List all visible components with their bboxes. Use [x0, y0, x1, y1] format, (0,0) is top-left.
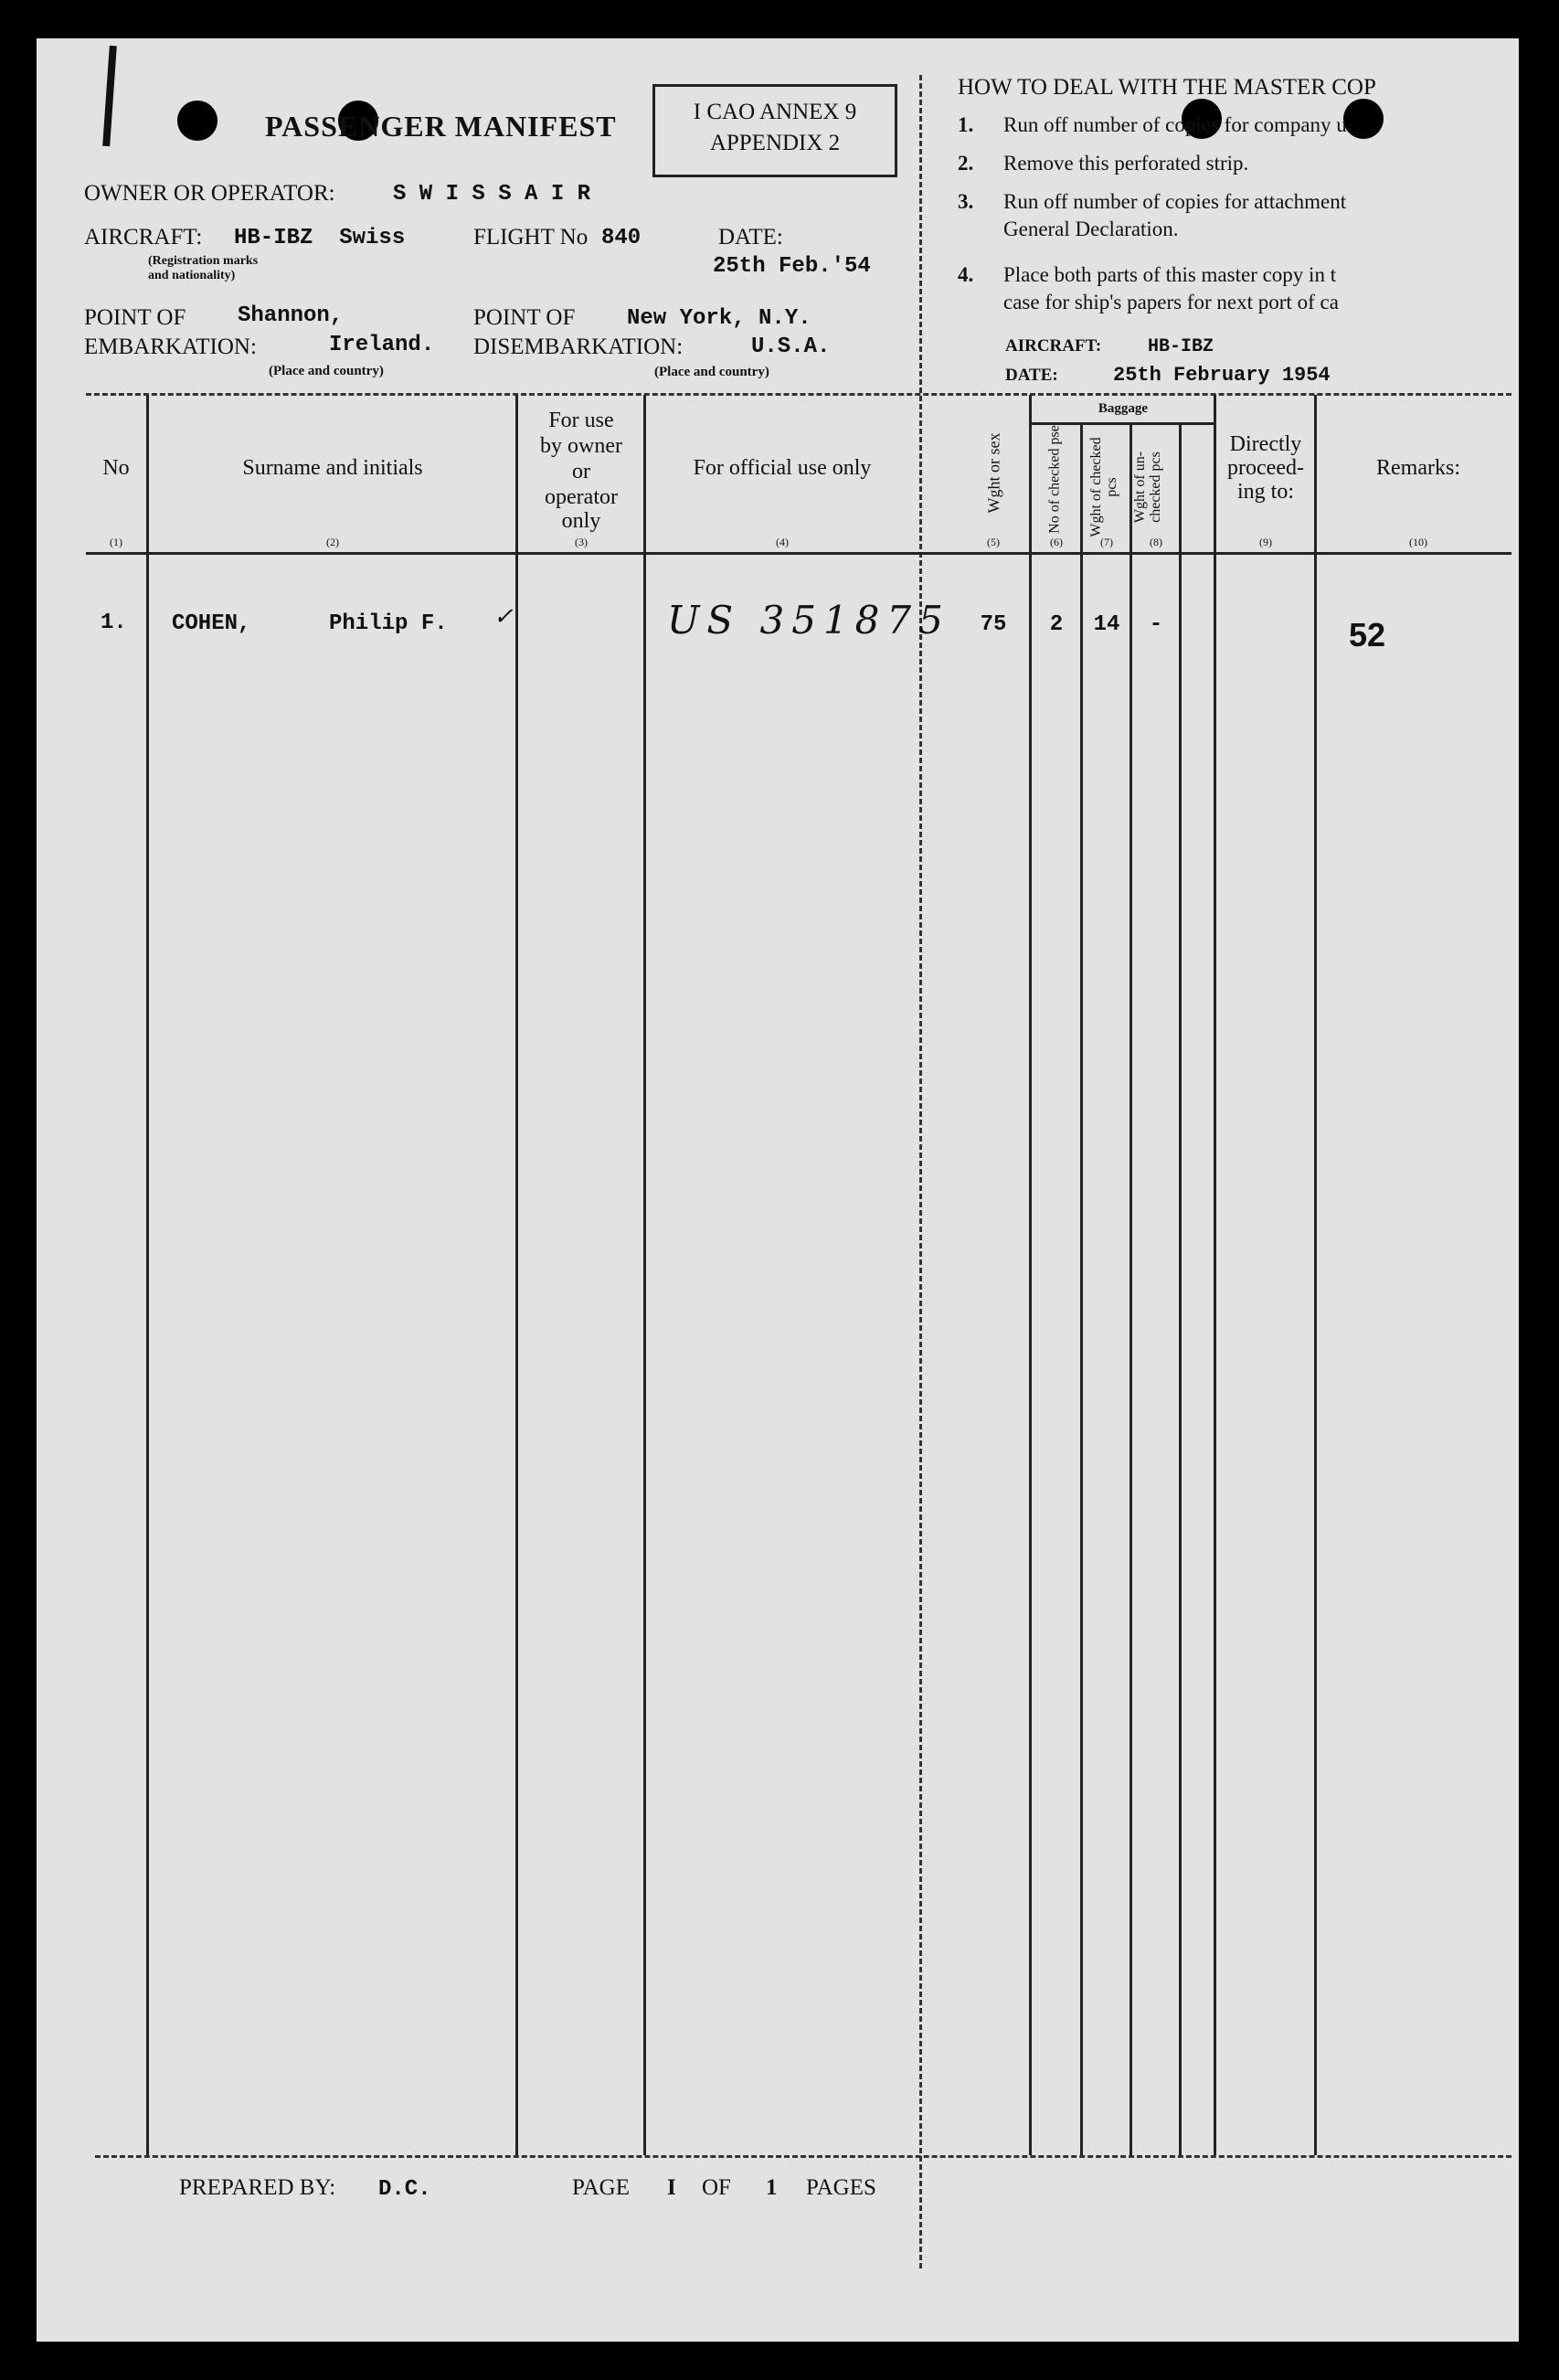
- instruction-2-text: Remove this perforated strip.: [1003, 152, 1249, 175]
- col-number: (6): [1050, 536, 1063, 548]
- passenger-surname: COHEN,: [172, 611, 251, 636]
- strip-aircraft-value: HB-IBZ: [1148, 336, 1214, 357]
- instruction-3-text-2: General Declaration.: [1003, 218, 1179, 240]
- passenger-checked-wght: 14: [1093, 612, 1120, 637]
- instruction-1-text: Run off number of copies for company u: [1003, 113, 1347, 136]
- annex-line-2: APPENDIX 2: [709, 131, 841, 155]
- col-divider: [643, 395, 646, 2155]
- col-header-owner-use-1: For use: [548, 409, 614, 432]
- perforated-strip-line: [919, 75, 922, 2268]
- instruction-3-num: 3.: [958, 190, 974, 213]
- col-header-no-checked: No of checked pse: [1046, 425, 1063, 534]
- table-top-rule: [86, 393, 1511, 396]
- col-number: (9): [1259, 536, 1272, 548]
- checkmark: ✓: [493, 603, 514, 631]
- col-number: (1): [110, 536, 122, 548]
- instruction-2-num: 2.: [958, 152, 974, 175]
- instruction-3-text-1: Run off number of copies for attachment: [1003, 190, 1347, 213]
- col-header-official: For official use only: [693, 456, 872, 480]
- flight-value: 840: [601, 226, 642, 250]
- manifest-sheet: [37, 38, 1519, 2342]
- table-bottom-rule: [95, 2155, 1511, 2158]
- col-divider: [515, 395, 518, 2155]
- col-divider: [1314, 395, 1317, 2155]
- col-header-wght-checked: Wght of checked pcs: [1088, 437, 1119, 537]
- date-value: 25th Feb.'54: [713, 254, 871, 279]
- col-divider: [1129, 422, 1132, 2155]
- embark-value-1: Shannon,: [238, 303, 344, 328]
- aircraft-label: AIRCRAFT:: [84, 225, 203, 250]
- aircraft-note-2: and nationality): [148, 269, 236, 282]
- col-divider: [1179, 422, 1182, 2155]
- passenger-unchecked-wght: -: [1149, 612, 1163, 637]
- col-number: (5): [987, 536, 1000, 548]
- col-number: (3): [575, 536, 588, 548]
- col-number: (8): [1150, 536, 1162, 548]
- annex-line-1: I CAO ANNEX 9: [693, 100, 857, 124]
- embark-label-1: POINT OF: [84, 305, 186, 330]
- col-header-weight-sex: Wght or sex: [984, 432, 1003, 514]
- col-divider: [1029, 395, 1032, 2155]
- owner-value: S W I S S A I R: [393, 182, 591, 207]
- prepared-label: PREPARED BY:: [179, 2175, 336, 2200]
- instruction-4-text-1: Place both parts of this master copy in t: [1003, 263, 1337, 286]
- page-number: I: [667, 2175, 676, 2200]
- embark-label-2: EMBARKATION:: [84, 335, 257, 359]
- pages-label: PAGES: [806, 2175, 876, 2200]
- instructions-title: HOW TO DEAL WITH THE MASTER COP: [958, 75, 1376, 100]
- col-header-baggage: Baggage: [1098, 401, 1149, 416]
- strip-date-value: 25th February 1954: [1113, 364, 1331, 387]
- flight-label: FLIGHT No: [473, 225, 589, 250]
- col-header-directly-1: Directly: [1229, 432, 1302, 456]
- punch-hole: [177, 101, 217, 141]
- disembark-note: (Place and country): [654, 365, 769, 379]
- col-header-directly-2: proceed-: [1227, 456, 1304, 480]
- date-label: DATE:: [718, 225, 783, 250]
- col-number: (4): [776, 536, 789, 548]
- col-header-owner-use-5: only: [561, 509, 601, 533]
- col-header-no: No: [102, 456, 130, 480]
- embark-note: (Place and country): [269, 364, 384, 378]
- page-label: PAGE: [572, 2175, 630, 2200]
- col-header-wght-unchecked: Wght of un-checked pcs: [1132, 451, 1163, 524]
- page-title: PASSENGER MANIFEST: [265, 110, 617, 143]
- page-total: 1: [766, 2175, 778, 2200]
- punch-hole: [1343, 99, 1384, 139]
- col-number: (2): [326, 536, 339, 548]
- disembark-label-1: POINT OF: [473, 305, 576, 330]
- col-header-directly-3: ing to:: [1236, 480, 1294, 504]
- strip-aircraft-label: AIRCRAFT:: [1005, 336, 1102, 356]
- passenger-initials: Philip F.: [329, 611, 448, 636]
- tear-mark: [102, 46, 117, 146]
- aircraft-note-1: (Registration marks: [148, 254, 259, 268]
- of-label: OF: [702, 2175, 731, 2200]
- annex-box: [652, 84, 897, 177]
- passenger-checked-pcs: 2: [1049, 612, 1064, 637]
- col-header-surname: Surname and initials: [242, 456, 423, 480]
- passenger-weight: 75: [980, 612, 1007, 637]
- instruction-1-num: 1.: [958, 113, 974, 136]
- col-number: (10): [1409, 536, 1427, 548]
- disembark-label-2: DISEMBARKATION:: [473, 335, 684, 359]
- disembark-value-1: New York, N.Y.: [627, 306, 811, 331]
- col-divider: [146, 395, 149, 2155]
- strip-date-label: DATE:: [1005, 366, 1058, 385]
- col-header-owner-use-2: by owner: [540, 434, 622, 458]
- embark-value-2: Ireland.: [329, 333, 435, 357]
- aircraft-value: HB-IBZ Swiss: [234, 226, 406, 250]
- prepared-value: D.C.: [378, 2177, 431, 2202]
- passenger-official-number: US 351875: [667, 598, 950, 643]
- col-number: (7): [1100, 536, 1113, 548]
- disembark-value-2: U.S.A.: [751, 335, 831, 359]
- instruction-4-num: 4.: [958, 263, 974, 286]
- passenger-remarks: 52: [1349, 616, 1386, 653]
- owner-label: OWNER OR OPERATOR:: [84, 181, 335, 206]
- passenger-no: 1.: [101, 611, 127, 635]
- header-bottom-rule: [86, 552, 1511, 555]
- col-header-owner-use-4: operator: [545, 485, 618, 509]
- col-divider: [1214, 395, 1216, 2155]
- col-divider: [1080, 422, 1083, 2155]
- instruction-4-text-2: case for ship's papers for next port of ca: [1003, 291, 1339, 313]
- col-header-remarks: Remarks:: [1376, 456, 1460, 480]
- col-header-owner-use-3: or: [572, 460, 590, 483]
